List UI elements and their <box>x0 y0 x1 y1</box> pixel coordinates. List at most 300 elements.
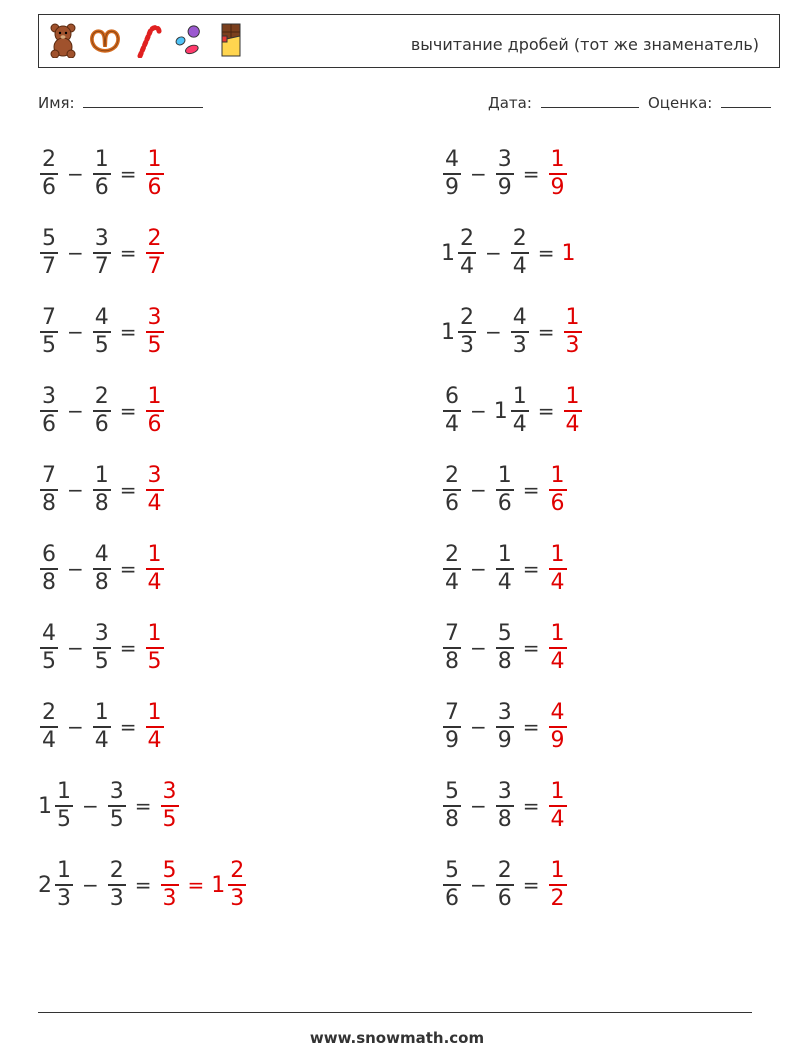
denominator: 9 <box>497 175 512 200</box>
denominator: 5 <box>162 807 177 832</box>
minuend <box>38 700 60 754</box>
name-field[interactable] <box>38 94 203 112</box>
denominator: 8 <box>497 807 512 832</box>
grade-blank[interactable] <box>721 94 771 108</box>
denominator: 6 <box>94 175 109 200</box>
answer <box>144 621 166 675</box>
denominator: 4 <box>147 570 162 595</box>
denominator: 4 <box>42 728 56 753</box>
answer <box>144 542 166 596</box>
fraction <box>40 700 58 754</box>
numerator: 7 <box>445 621 459 646</box>
denominator: 6 <box>497 886 512 911</box>
minus-sign: − <box>470 399 487 423</box>
subtrahend <box>91 463 113 517</box>
minuend <box>441 779 463 833</box>
numerator: 7 <box>42 305 56 330</box>
denominator: 4 <box>445 412 459 437</box>
fraction <box>443 147 461 201</box>
fraction <box>93 463 111 517</box>
minuend <box>38 463 60 517</box>
subtrahend <box>494 384 531 438</box>
denominator: 8 <box>497 649 512 674</box>
minuend <box>441 858 463 912</box>
fraction <box>93 384 111 438</box>
fraction <box>146 384 164 438</box>
denominator: 4 <box>147 728 162 753</box>
subtrahend <box>106 858 128 912</box>
numerator: 1 <box>147 700 162 725</box>
answer <box>144 305 166 359</box>
fraction <box>93 147 111 201</box>
numerator: 2 <box>445 463 459 488</box>
subtrahend <box>494 621 516 675</box>
numerator: 1 <box>565 384 580 409</box>
fraction <box>549 621 567 675</box>
answer <box>144 700 166 754</box>
subtrahend <box>106 779 128 833</box>
denominator: 2 <box>550 886 565 911</box>
fraction <box>496 779 514 833</box>
whole-number: 2 <box>38 872 52 898</box>
minuend <box>38 779 75 833</box>
fraction <box>511 305 529 359</box>
fraction <box>496 463 514 517</box>
fraction <box>496 700 514 754</box>
numerator: 6 <box>445 384 459 409</box>
pretzel-icon <box>89 21 121 59</box>
numerator: 1 <box>147 542 162 567</box>
numerator: 2 <box>147 226 162 251</box>
minus-sign: − <box>470 557 487 581</box>
answer-value <box>144 226 166 280</box>
fraction <box>146 621 164 675</box>
minus-sign: − <box>67 162 84 186</box>
minuend <box>441 700 463 754</box>
minuend <box>38 542 60 596</box>
problem-row <box>38 695 166 759</box>
problem-row <box>38 300 166 364</box>
denominator: 3 <box>162 886 177 911</box>
fraction <box>443 700 461 754</box>
teddy-bear-icon <box>47 21 79 59</box>
problem-row <box>441 379 584 443</box>
problem-row <box>38 537 166 601</box>
denominator: 9 <box>550 175 565 200</box>
equals-sign: = <box>134 794 152 818</box>
answer-value <box>547 542 569 596</box>
minuend <box>441 147 463 201</box>
denominator: 4 <box>550 649 565 674</box>
fraction <box>108 779 126 833</box>
equals-sign: = <box>522 557 540 581</box>
fraction <box>40 384 58 438</box>
answer <box>547 542 569 596</box>
denominator: 6 <box>445 491 459 516</box>
fraction <box>443 779 461 833</box>
numerator: 1 <box>147 147 162 172</box>
subtrahend <box>509 305 531 359</box>
numerator: 1 <box>550 779 565 804</box>
denominator: 9 <box>550 728 565 753</box>
numerator: 4 <box>94 542 109 567</box>
numerator: 2 <box>42 700 56 725</box>
denominator: 8 <box>445 649 459 674</box>
minuend <box>38 226 60 280</box>
answer-value <box>562 241 577 266</box>
answer <box>159 858 249 912</box>
denominator: 3 <box>460 333 474 358</box>
minus-sign: − <box>82 794 99 818</box>
numerator: 5 <box>445 779 459 804</box>
minus-sign: − <box>470 794 487 818</box>
whole-number: 1 <box>38 793 52 819</box>
answer-value <box>562 305 584 359</box>
minuend <box>441 226 478 280</box>
problem-row <box>38 774 181 838</box>
fraction <box>93 305 111 359</box>
numerator: 1 <box>147 384 162 409</box>
fraction <box>146 542 164 596</box>
fraction <box>93 226 111 280</box>
problem-row <box>441 616 569 680</box>
fraction <box>146 147 164 201</box>
numerator: 3 <box>497 700 512 725</box>
whole-number: 1 <box>493 398 508 424</box>
answer-value <box>144 463 166 517</box>
numerator: 1 <box>550 463 565 488</box>
minus-sign: − <box>67 320 84 344</box>
numerator: 1 <box>550 147 565 172</box>
denominator: 9 <box>445 175 459 200</box>
equals-sign: = <box>522 478 540 502</box>
problem-row <box>441 774 569 838</box>
answer <box>562 384 584 438</box>
numerator: 1 <box>550 858 565 883</box>
minus-sign: − <box>470 478 487 502</box>
fraction <box>549 463 567 517</box>
answer-value <box>547 700 569 754</box>
name-label: Имя: <box>38 94 75 112</box>
name-blank[interactable] <box>83 94 203 108</box>
denominator: 8 <box>445 807 459 832</box>
answer-value <box>547 779 569 833</box>
denominator: 7 <box>147 254 162 279</box>
problem-row <box>441 537 569 601</box>
fraction <box>511 384 529 438</box>
minuend <box>38 858 75 912</box>
grade-field[interactable] <box>648 94 771 112</box>
header-icons <box>47 21 247 59</box>
whole-number: 1 <box>211 872 226 898</box>
denominator: 6 <box>445 886 459 911</box>
candy-cane-icon <box>131 21 163 59</box>
answer-value <box>144 305 166 359</box>
numerator: 1 <box>94 147 109 172</box>
subtrahend <box>509 226 531 280</box>
problem-row <box>38 379 166 443</box>
denominator: 5 <box>94 333 109 358</box>
numerator: 6 <box>42 542 56 567</box>
numerator: 2 <box>94 384 109 409</box>
denominator: 3 <box>57 886 71 911</box>
fraction <box>564 384 582 438</box>
denominator: 3 <box>230 886 245 911</box>
minus-sign: − <box>470 636 487 660</box>
problem-row <box>38 221 166 285</box>
answer <box>144 384 166 438</box>
answer <box>547 463 569 517</box>
fraction <box>549 542 567 596</box>
problem-row <box>38 853 248 917</box>
fraction <box>549 147 567 201</box>
numerator: 2 <box>109 858 124 883</box>
problem-row <box>441 853 569 917</box>
subtrahend <box>91 700 113 754</box>
fraction <box>93 621 111 675</box>
denominator: 5 <box>147 649 162 674</box>
denominator: 9 <box>497 728 512 753</box>
minus-sign: − <box>470 715 487 739</box>
subtrahend <box>494 779 516 833</box>
denominator: 8 <box>94 491 109 516</box>
fraction <box>40 226 58 280</box>
answer-value <box>144 700 166 754</box>
denominator: 4 <box>512 412 527 437</box>
equals-sign: = <box>119 715 137 739</box>
denominator: 4 <box>550 570 565 595</box>
numerator: 2 <box>445 542 459 567</box>
subtrahend <box>494 858 516 912</box>
fraction <box>496 621 514 675</box>
minuend <box>441 463 463 517</box>
numerator: 3 <box>497 147 512 172</box>
denominator: 4 <box>147 491 162 516</box>
whole-number: 1 <box>441 240 455 266</box>
numerator: 5 <box>445 858 459 883</box>
denominator: 4 <box>497 570 512 595</box>
numerator: 4 <box>42 621 56 646</box>
numerator: 1 <box>497 542 512 567</box>
fraction <box>511 226 529 280</box>
equals-sign: = <box>522 162 540 186</box>
minuend <box>441 542 463 596</box>
answer-equals-sign: = <box>187 873 205 897</box>
answer-mixed-value <box>211 858 248 912</box>
problem-row <box>38 616 166 680</box>
denominator: 9 <box>445 728 459 753</box>
numerator: 5 <box>162 858 177 883</box>
fraction <box>40 542 58 596</box>
numerator: 1 <box>147 621 162 646</box>
minus-sign: − <box>82 873 99 897</box>
equals-sign: = <box>537 320 555 344</box>
numerator: 7 <box>445 700 459 725</box>
denominator: 3 <box>109 886 124 911</box>
problem-row <box>441 300 584 364</box>
equals-sign: = <box>119 557 137 581</box>
minus-sign: − <box>67 399 84 423</box>
subtrahend <box>91 226 113 280</box>
equals-sign: = <box>134 873 152 897</box>
denominator: 4 <box>460 254 474 279</box>
answer <box>144 226 166 280</box>
subtrahend <box>494 463 516 517</box>
date-field[interactable] <box>488 94 639 112</box>
equals-sign: = <box>119 320 137 344</box>
answer <box>547 779 569 833</box>
fraction <box>443 463 461 517</box>
answer-value <box>144 147 166 201</box>
minuend <box>441 621 463 675</box>
fraction <box>443 858 461 912</box>
answer <box>562 241 577 266</box>
numerator: 4 <box>445 147 459 172</box>
fraction <box>549 700 567 754</box>
minus-sign: − <box>67 636 84 660</box>
minuend <box>38 305 60 359</box>
equals-sign: = <box>119 241 137 265</box>
numerator: 2 <box>460 305 474 330</box>
equals-sign: = <box>537 241 555 265</box>
equals-sign: = <box>119 162 137 186</box>
subtrahend <box>494 147 516 201</box>
whole-number: 1 <box>561 240 576 266</box>
fraction <box>496 858 514 912</box>
minus-sign: − <box>67 478 84 502</box>
fraction <box>443 384 461 438</box>
numerator: 4 <box>550 700 565 725</box>
numerator: 3 <box>94 226 109 251</box>
answer <box>144 147 166 201</box>
date-label: Дата: <box>488 94 532 112</box>
denominator: 4 <box>445 570 459 595</box>
subtrahend <box>91 305 113 359</box>
fraction <box>496 542 514 596</box>
numerator: 1 <box>94 463 109 488</box>
numerator: 3 <box>94 621 109 646</box>
minuend <box>38 147 60 201</box>
denominator: 4 <box>512 254 527 279</box>
numerator: 2 <box>42 147 56 172</box>
fraction <box>55 779 73 833</box>
denominator: 8 <box>94 570 109 595</box>
denominator: 3 <box>512 333 527 358</box>
minus-sign: − <box>67 241 84 265</box>
subtrahend <box>91 542 113 596</box>
answer-value <box>159 779 181 833</box>
denominator: 7 <box>94 254 109 279</box>
fraction <box>55 858 73 912</box>
fraction <box>443 621 461 675</box>
answer-value <box>144 621 166 675</box>
denominator: 5 <box>109 807 124 832</box>
numerator: 2 <box>497 858 512 883</box>
minus-sign: − <box>470 162 487 186</box>
denominator: 6 <box>550 491 565 516</box>
subtrahend <box>494 542 516 596</box>
footer-url: www.snowmath.com <box>309 1029 485 1047</box>
answer <box>562 305 584 359</box>
numerator: 3 <box>42 384 56 409</box>
numerator: 1 <box>94 700 109 725</box>
numerator: 3 <box>147 463 162 488</box>
denominator: 5 <box>42 649 56 674</box>
numerator: 2 <box>230 858 245 883</box>
numerator: 1 <box>512 384 527 409</box>
chocolate-bar-icon <box>215 21 247 59</box>
subtrahend <box>91 147 113 201</box>
numerator: 4 <box>512 305 527 330</box>
subtrahend <box>91 384 113 438</box>
answer <box>159 779 181 833</box>
numerator: 2 <box>460 226 474 251</box>
problem-row <box>38 458 166 522</box>
equals-sign: = <box>119 636 137 660</box>
answer <box>144 463 166 517</box>
fraction <box>564 305 582 359</box>
minuend <box>38 621 60 675</box>
equals-sign: = <box>522 873 540 897</box>
numerator: 1 <box>57 858 71 883</box>
equals-sign: = <box>537 399 555 423</box>
numerator: 1 <box>497 463 512 488</box>
subtrahend <box>91 621 113 675</box>
whole-number: 1 <box>441 319 455 345</box>
fraction <box>146 226 164 280</box>
denominator: 5 <box>94 649 109 674</box>
denominator: 3 <box>565 333 580 358</box>
minuend <box>441 305 478 359</box>
denominator: 4 <box>550 807 565 832</box>
equals-sign: = <box>522 794 540 818</box>
fraction <box>40 147 58 201</box>
problem-row <box>441 221 577 285</box>
fraction <box>146 305 164 359</box>
fraction <box>161 779 179 833</box>
numerator: 3 <box>147 305 162 330</box>
fraction <box>146 463 164 517</box>
answer-value <box>144 384 166 438</box>
fraction <box>458 226 476 280</box>
denominator: 4 <box>565 412 580 437</box>
fraction <box>93 542 111 596</box>
denominator: 8 <box>42 570 56 595</box>
equals-sign: = <box>522 715 540 739</box>
fraction <box>161 858 179 912</box>
numerator: 3 <box>109 779 124 804</box>
problem-row <box>441 695 569 759</box>
numerator: 1 <box>550 621 565 646</box>
answer <box>547 700 569 754</box>
numerator: 2 <box>512 226 527 251</box>
fraction <box>40 463 58 517</box>
denominator: 6 <box>42 412 56 437</box>
minus-sign: − <box>470 873 487 897</box>
problem-row <box>441 458 569 522</box>
date-blank[interactable] <box>541 94 639 108</box>
problem-row <box>38 142 166 206</box>
problem-row <box>441 142 569 206</box>
denominator: 6 <box>497 491 512 516</box>
answer-value <box>547 463 569 517</box>
fraction <box>496 147 514 201</box>
footer-divider <box>38 1012 752 1013</box>
numerator: 3 <box>497 779 512 804</box>
equals-sign: = <box>522 636 540 660</box>
denominator: 6 <box>147 175 162 200</box>
equals-sign: = <box>119 399 137 423</box>
